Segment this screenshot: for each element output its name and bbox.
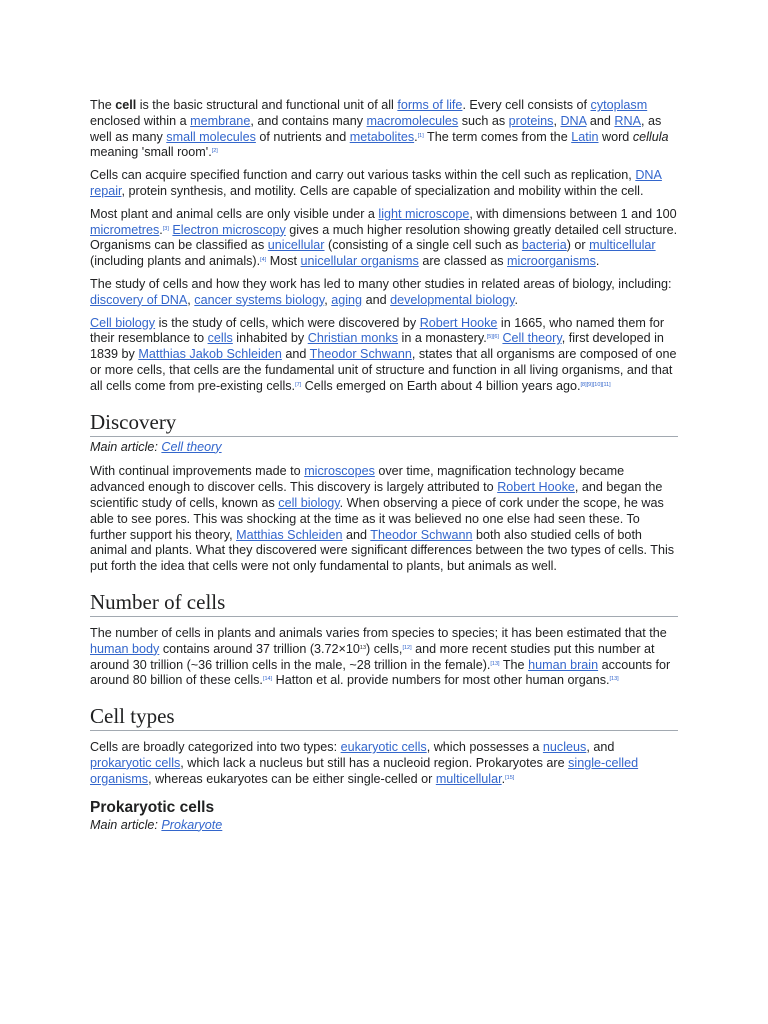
link-eukaryotic-cells[interactable]: eukaryotic cells — [340, 740, 427, 755]
link-theodor-schwann[interactable]: Theodor Schwann — [309, 347, 412, 362]
text: . — [595, 254, 600, 269]
reference-link[interactable]: [12] — [402, 644, 412, 651]
text: . — [501, 771, 506, 786]
text: word — [598, 129, 633, 144]
text: in 1665, who named them for their resemblance to — [90, 315, 665, 346]
reference-link[interactable]: [2] — [211, 148, 218, 155]
link-human-brain[interactable]: human brain — [528, 657, 599, 672]
link-developmental-biology[interactable]: developmental biology — [390, 292, 515, 307]
italic-term: cellula — [632, 129, 669, 144]
link-prokaryotic-cells[interactable]: prokaryotic cells — [90, 755, 181, 770]
link-light-microscope[interactable]: light microscope — [378, 206, 470, 221]
link-single-celled-organisms[interactable]: single-celled organisms — [90, 755, 639, 786]
text: enclosed within a — [90, 113, 191, 128]
text: , and — [586, 740, 615, 755]
link-unicellular[interactable]: unicellular — [267, 238, 325, 253]
reference — [487, 334, 499, 340]
reference-link[interactable]: [1] — [417, 132, 424, 139]
text: , with dimensions between 1 and 100 — [469, 206, 677, 221]
text: , — [324, 292, 332, 307]
text: , which lack a nucleus but still has a nucleoid region. Prokaryotes are — [180, 755, 569, 770]
text: , protein synthesis, and motility. Cells are capable of specialization and mobility within the cell. — [121, 183, 644, 198]
link-aging[interactable]: aging — [331, 292, 363, 307]
link-metabolites[interactable]: metabolites — [349, 129, 415, 144]
link-dna-repair[interactable]: DNA repair — [90, 168, 662, 198]
text: ) cells, — [366, 641, 403, 656]
text: . When observing a piece of cork under the scope, he was able to see pores. This was shocking at the time as it was believed no one else had seen these. To further support his theory, — [90, 495, 664, 542]
text: Most — [266, 254, 301, 269]
hatnote-main-article — [90, 440, 678, 456]
text: both also studied cells of both animal and plants. What they discovered were significant differences between the two types of cells. This put forth the idea that cells were not only fundamental to plants, but animals as well. — [90, 527, 675, 574]
reference — [505, 775, 514, 781]
text: The — [90, 98, 116, 112]
link-christian-monks[interactable]: Christian monks — [307, 331, 399, 346]
heading-number-of-cells: Number of cells — [90, 590, 678, 617]
text: and — [586, 113, 615, 128]
text: and — [362, 292, 391, 307]
link-microscopes[interactable]: microscopes — [304, 464, 375, 479]
text: The term comes from the — [423, 129, 572, 144]
link-latin[interactable]: Latin — [571, 129, 599, 144]
text: and — [342, 527, 371, 542]
text: . — [514, 292, 518, 307]
link-small-molecules[interactable]: small molecules — [166, 129, 256, 144]
link-cell-biology[interactable]: cell biology — [278, 495, 340, 510]
link-human-body[interactable]: human body — [90, 641, 160, 656]
link-rna[interactable]: RNA — [614, 113, 641, 128]
text: in a monastery. — [398, 331, 487, 346]
text: and more recent studies put this number at around 30 trillion (~36 trillion cells in the male, ~28 trillion in the female). — [90, 641, 655, 672]
reference-link[interactable]: [14] — [262, 676, 273, 683]
link-cancer-systems-biology[interactable]: cancer systems biology — [194, 292, 325, 307]
link-prokaryote-article[interactable]: Prokaryote — [161, 817, 223, 832]
text: (including plants and animals). — [90, 254, 261, 269]
text: (consisting of a single cell such as — [324, 238, 522, 253]
text: . Every cell consists of — [462, 98, 591, 112]
text: meaning 'small room'. — [90, 145, 212, 160]
text: of nutrients and — [255, 129, 350, 144]
text: accounts for around 80 billion of these cells. — [90, 657, 671, 688]
link-discovery-of-dna[interactable]: discovery of DNA — [90, 292, 188, 307]
link-microorganisms[interactable]: microorganisms — [507, 254, 596, 269]
exponent: 13 — [359, 644, 367, 651]
link-forms-of-life[interactable]: forms of life — [397, 98, 463, 112]
reference-link[interactable]: [13] — [490, 660, 500, 667]
reference — [263, 676, 272, 682]
text: The — [499, 657, 529, 672]
celltypes-paragraph — [90, 740, 678, 787]
intro-paragraph-5 — [90, 316, 678, 395]
article-content — [90, 98, 678, 842]
link-bacteria[interactable]: bacteria — [521, 238, 567, 253]
text: and — [281, 347, 310, 362]
link-multicellular[interactable]: multicellular — [435, 771, 502, 786]
text: , and began the scientific study of cells, known as — [90, 480, 663, 510]
text: , — [553, 113, 561, 128]
link-robert-hooke[interactable]: Robert Hooke — [497, 480, 575, 495]
link-nucleus[interactable]: nucleus — [542, 740, 587, 755]
link-cell-theory[interactable]: Cell theory — [502, 331, 562, 346]
number-paragraph — [90, 626, 678, 689]
text: Hatton et al. provide numbers for most other human organs. — [272, 673, 610, 688]
text: contains around 37 trillion (3.72×10 — [159, 641, 360, 656]
discovery-paragraph — [90, 464, 678, 575]
reference-link[interactable]: [4] — [260, 257, 267, 264]
link-dna[interactable]: DNA — [560, 113, 587, 128]
heading-cell-types: Cell types — [90, 704, 678, 731]
text: inhabited by — [232, 331, 308, 346]
text: The number of cells in plants and animals varies from species to species; it has been estimated that the — [90, 625, 667, 640]
text: . — [414, 129, 418, 144]
text: , — [187, 292, 195, 307]
reference-link[interactable]: [3] — [162, 225, 169, 232]
text: , as well as many — [90, 113, 662, 144]
text: , whereas eukaryotes can be either single-celled or — [148, 771, 436, 786]
link-cell-theory-article[interactable]: Cell theory — [161, 439, 222, 454]
link-macromolecules[interactable]: macromolecules — [366, 113, 459, 128]
link-proteins[interactable]: proteins — [508, 113, 554, 128]
intro-paragraph-4 — [90, 277, 678, 309]
reference — [163, 226, 169, 232]
bold-term: cell — [115, 98, 137, 112]
reference — [490, 661, 499, 667]
text: Cells are broadly categorized into two types: — [90, 740, 341, 755]
text: With continual improvements made to — [90, 464, 305, 479]
text: is the basic structural and functional unit of all — [136, 98, 398, 112]
text: are classed as — [418, 254, 508, 269]
text: , which possesses a — [426, 740, 543, 755]
intro-paragraph-3 — [90, 207, 678, 270]
link-matthias-schleiden[interactable]: Matthias Schleiden — [236, 527, 343, 542]
reference-link[interactable]: [7] — [295, 381, 302, 388]
reference — [402, 645, 411, 651]
text: Most plant and animal cells are only visible under a — [90, 206, 379, 221]
link-cytoplasm[interactable]: cytoplasm — [590, 98, 648, 112]
link-cells[interactable]: cells — [207, 331, 233, 346]
text: is the study of cells, which were discovered by — [155, 315, 420, 330]
text: such as — [458, 113, 509, 128]
link-unicellular-organisms[interactable]: unicellular organisms — [300, 254, 419, 269]
link-electron-microscopy[interactable]: Electron microscopy — [172, 222, 286, 237]
heading-discovery: Discovery — [90, 410, 678, 437]
reference-link[interactable]: [5][6] — [486, 334, 499, 341]
hatnote-prefix: Main article: — [90, 439, 162, 454]
link-matthias-jakob-schleiden[interactable]: Matthias Jakob Schleiden — [138, 347, 282, 362]
link-membrane[interactable]: membrane — [190, 113, 251, 128]
intro-paragraph-1 — [90, 98, 678, 161]
link-multicellular[interactable]: multicellular — [589, 238, 656, 253]
reference — [581, 382, 611, 388]
text: over time, magnification technology became advanced enough to discover cells. This discovery is largely attributed to — [90, 464, 625, 495]
text: , and contains many — [250, 113, 367, 128]
text: The study of cells and how they work has led to many other studies in related areas of biology, including: — [90, 276, 672, 291]
text: Cells emerged on Earth about 4 billion years ago. — [301, 378, 581, 393]
text: , states that all organisms are composed of one or more cells, that cells are the fundamental unit of structure and function in all living organisms, and that all cells come from pre-existing cells. — [90, 347, 677, 393]
text: Cells can acquire specified function and carry out various tasks within the cell such as replication, — [90, 168, 636, 183]
hatnote-main-article — [90, 818, 678, 834]
reference-link[interactable]: [8][9][10][11] — [580, 381, 611, 388]
reference — [610, 676, 619, 682]
reference-link[interactable]: [13] — [609, 676, 619, 683]
hatnote-prefix: Main article: — [90, 817, 162, 832]
intro-paragraph-2 — [90, 168, 678, 200]
link-robert-hooke[interactable]: Robert Hooke — [419, 315, 498, 330]
link-cell-biology[interactable]: Cell biology — [90, 315, 156, 330]
reference-link[interactable]: [15] — [505, 774, 515, 781]
text: . — [159, 222, 163, 237]
reference — [212, 148, 218, 154]
link-micrometres[interactable]: micrometres — [90, 222, 160, 237]
text: ) or — [566, 238, 590, 253]
text: gives a much higher resolution showing greatly detailed cell structure. Organisms can be classified as — [90, 222, 678, 253]
link-theodor-schwann[interactable]: Theodor Schwann — [370, 527, 473, 542]
heading-prokaryotic-cells: Prokaryotic cells — [90, 798, 215, 816]
text: , first developed in 1839 by — [90, 331, 664, 362]
